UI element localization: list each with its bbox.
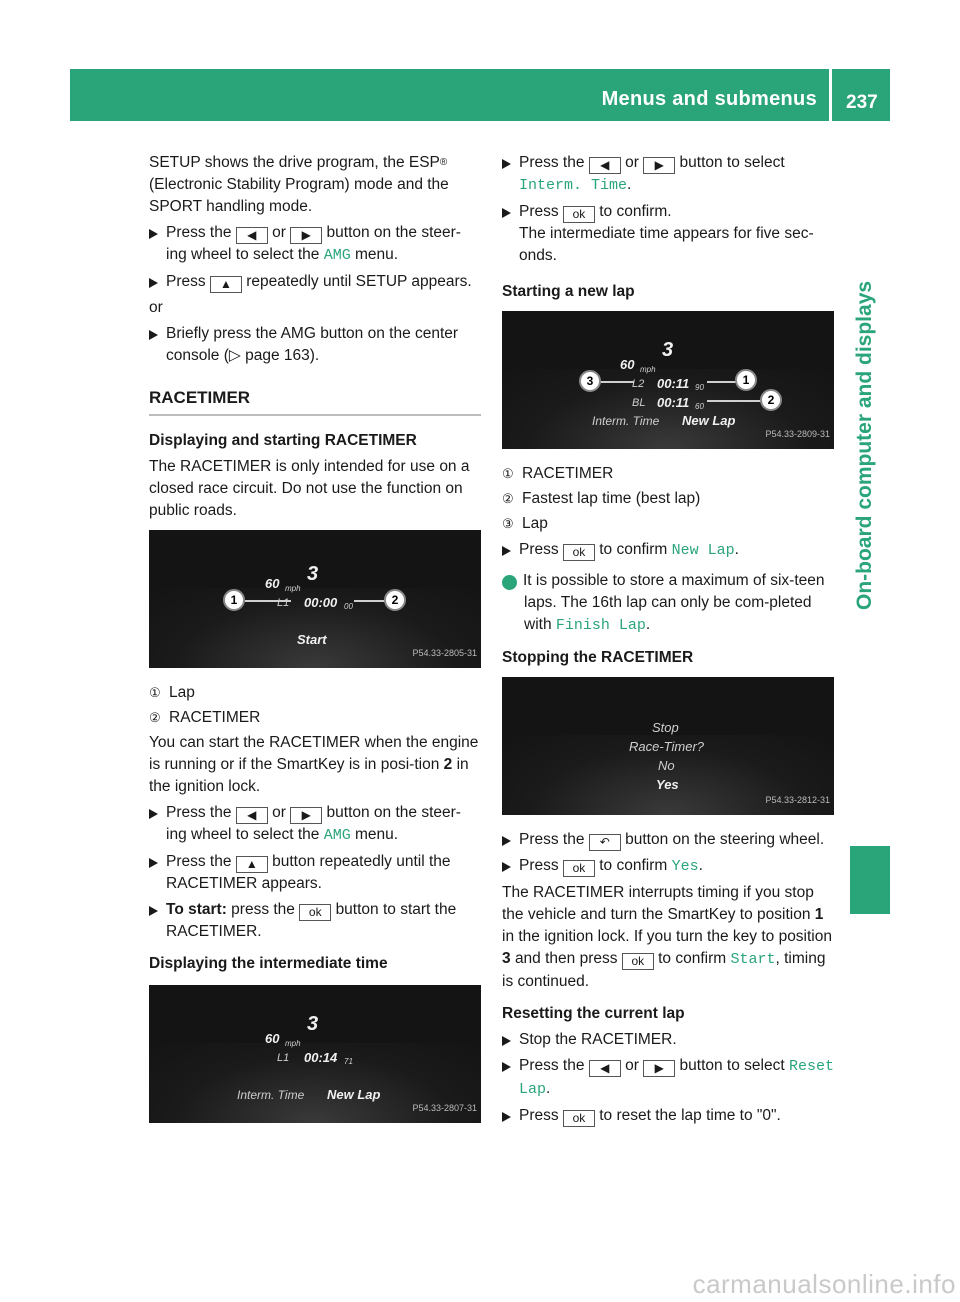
step-press-up-2: Press the ▲ button repeatedly until the RACETIMER appears.	[149, 851, 481, 895]
info-note: i It is possible to store a maximum of six-teen laps. The 16th lap can only be com-pleted with Finish Lap.	[496, 572, 825, 634]
callout-2: 2	[760, 389, 782, 411]
back-key-icon: ↶	[589, 834, 621, 851]
step-confirm-yes: Press ok to confirm Yes.	[502, 855, 834, 878]
step-select-amg: Press the ◀ or ▶ button on the steer-ing wheel to select the AMG menu.	[149, 222, 481, 267]
section-racetimer: RACETIMER	[149, 387, 481, 416]
watermark: carmanualsonline.info	[692, 1269, 956, 1299]
ok-key-icon: ok	[563, 206, 595, 223]
figure-start-screen: 60 mph 3 L1 00:00 00 1 2 Start P54.33-2805-31	[149, 530, 481, 668]
step-to-start: To start: press the ok button to start the RACETIMER.	[149, 899, 481, 943]
subhead-resetting: Resetting the current lap	[502, 1005, 685, 1022]
ok-key-icon: ok	[563, 1110, 595, 1127]
right-arrow-key-icon: ▶	[290, 227, 322, 244]
right-column	[496, 152, 834, 1131]
info-icon: i	[502, 575, 517, 590]
yes-option: Yes	[656, 777, 679, 792]
legend-item: ② Fastest lap time (best lap)	[502, 490, 701, 507]
step-select-reset: Press the ◀ or ▶ button to select Reset Lap.	[502, 1055, 834, 1101]
step-press-up: Press ▲ repeatedly until SETUP appears.	[149, 271, 481, 293]
legend-item: ① RACETIMER	[502, 465, 614, 482]
step-stop-racetimer: Stop the RACETIMER.	[502, 1029, 834, 1051]
start-option: Start	[297, 632, 327, 647]
left-arrow-key-icon: ◀	[236, 227, 268, 244]
ok-key-icon: ok	[563, 544, 595, 561]
step-amg-button: Briefly press the AMG button on the center console (▷ page 163).	[149, 323, 481, 367]
interm-time-option: Interm. Time	[237, 1088, 305, 1102]
left-column	[149, 152, 481, 1137]
side-tab-marker	[850, 846, 890, 914]
left-arrow-key-icon: ◀	[589, 157, 621, 174]
subhead-displaying-starting: Displaying and starting RACETIMER	[149, 432, 417, 449]
subhead-intermediate-time: Displaying the intermediate time	[149, 955, 388, 972]
up-arrow-key-icon: ▲	[210, 276, 242, 293]
step-select-interm: Press the ◀ or ▶ button to select Interm. Time.	[502, 152, 834, 197]
racetimer-intro: The RACETIMER is only intended for use on a closed race circuit. Do not use the function on public roads.	[149, 458, 470, 519]
figure-intermediate-screen: 60 mph 3 L1 00:14 71 Interm. Time New Lap P54.33-2807-31	[149, 985, 481, 1123]
right-arrow-key-icon: ▶	[643, 1060, 675, 1077]
gear-indicator: 3	[307, 563, 319, 585]
callout-3: 3	[579, 370, 601, 392]
step-reset-lap: Press ok to reset the lap time to "0".	[502, 1105, 834, 1127]
start-paragraph: You can start the RACETIMER when the engine is running or if the SmartKey is in posi-tion 2 in the ignition lock.	[149, 734, 479, 795]
up-arrow-key-icon: ▲	[236, 856, 268, 873]
callout-2: 2	[384, 589, 406, 611]
no-option: No	[658, 758, 675, 773]
step-press-back: Press the ↶ button on the steering wheel.	[502, 829, 834, 851]
intro-paragraph: SETUP shows the drive program, the ESP® (Electronic Stability Program) mode and the SPORT handling mode.	[149, 154, 449, 215]
subhead-stopping: Stopping the RACETIMER	[502, 649, 694, 666]
legend-item: ① Lap	[149, 684, 195, 701]
header-divider	[829, 69, 832, 121]
step-confirm-interm: Press ok to confirm. The intermediate time appears for five sec-onds.	[502, 201, 834, 267]
speed-readout: 60	[265, 576, 280, 591]
ok-key-icon: ok	[299, 904, 331, 921]
figure-stop-screen: Stop Race-Timer? No Yes P54.33-2812-31	[502, 677, 834, 815]
interrupt-paragraph: The RACETIMER interrupts timing if you stop the vehicle and turn the SmartKey to position 1 in the ignition lock. If you turn the key to position 3 and then press ok to confirm Start, timing is continued.	[502, 884, 832, 990]
subhead-new-lap: Starting a new lap	[502, 283, 635, 300]
ok-key-icon: ok	[622, 953, 654, 970]
page-number: 237	[846, 92, 878, 113]
callout-1: 1	[735, 369, 757, 391]
callout-1: 1	[223, 589, 245, 611]
legend-item: ③ Lap	[502, 515, 548, 532]
step-confirm-new-lap: Press ok to confirm New Lap.	[502, 539, 834, 562]
right-arrow-key-icon: ▶	[290, 807, 322, 824]
legend-item: ② RACETIMER	[149, 709, 261, 726]
side-chapter-tab: On-board computer and displays	[853, 280, 876, 610]
new-lap-option: New Lap	[327, 1087, 381, 1102]
step-select-amg-2: Press the ◀ or ▶ button on the steer-ing wheel to select the AMG menu.	[149, 802, 481, 847]
left-arrow-key-icon: ◀	[236, 807, 268, 824]
ok-key-icon: ok	[563, 860, 595, 877]
figure-new-lap-screen: 60 mph 3 L2 00:11 90 BL 00:11 60 3 1 2 Interm. Time New Lap P54.33-2809-31	[502, 311, 834, 449]
left-arrow-key-icon: ◀	[589, 1060, 621, 1077]
or-text: or	[149, 299, 163, 316]
page-section-title: Menus and submenus	[601, 88, 817, 110]
right-arrow-key-icon: ▶	[643, 157, 675, 174]
